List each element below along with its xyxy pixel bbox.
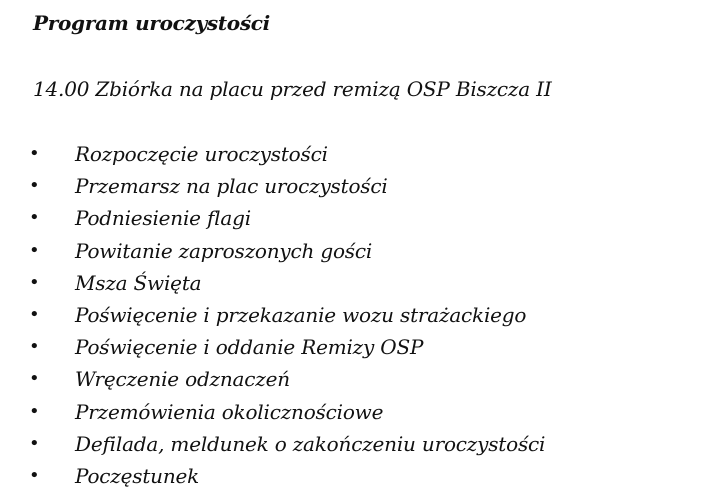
list-item-text: Poczęstunek bbox=[75, 463, 200, 488]
list-item-text: Wręczenie odznaczeń bbox=[75, 367, 290, 392]
list-item-text: Rozpoczęcie uroczystości bbox=[75, 142, 328, 166]
list-item-text: Poświęcenie i oddanie Remizy OSP bbox=[75, 335, 424, 360]
list-item-text: Podniesienie flagi bbox=[75, 206, 251, 231]
list-item-text: Defilada, meldunek o zakończeniu uroczystości bbox=[75, 431, 546, 456]
bullet-icon: • bbox=[29, 303, 40, 325]
bullet-icon: • bbox=[29, 400, 40, 422]
bullet-icon: • bbox=[29, 368, 40, 390]
bullet-icon: • bbox=[29, 464, 40, 486]
bullet-icon: • bbox=[29, 175, 40, 197]
list-item-text: Przemówienia okolicznościowe bbox=[75, 399, 384, 424]
list-item-text: Powitanie zaproszonych gości bbox=[75, 238, 373, 263]
bullet-icon: • bbox=[29, 143, 40, 164]
bullet-icon: • bbox=[29, 207, 40, 229]
list-item-text: Przemarsz na plac uroczystości bbox=[75, 174, 388, 199]
list-item-text: Poświęcenie i przekazanie wozu strażackiego bbox=[75, 302, 527, 327]
document-title: Program uroczystości bbox=[33, 11, 270, 35]
meeting-line: 14.00 Zbiórka na placu przed remizą OSP Biszcza II bbox=[33, 77, 552, 101]
bullet-icon: • bbox=[29, 336, 40, 358]
list-item-text: Msza Święta bbox=[75, 270, 202, 295]
bullet-icon: • bbox=[29, 432, 40, 454]
bullet-icon: • bbox=[29, 239, 40, 261]
bullet-icon: • bbox=[29, 271, 40, 293]
